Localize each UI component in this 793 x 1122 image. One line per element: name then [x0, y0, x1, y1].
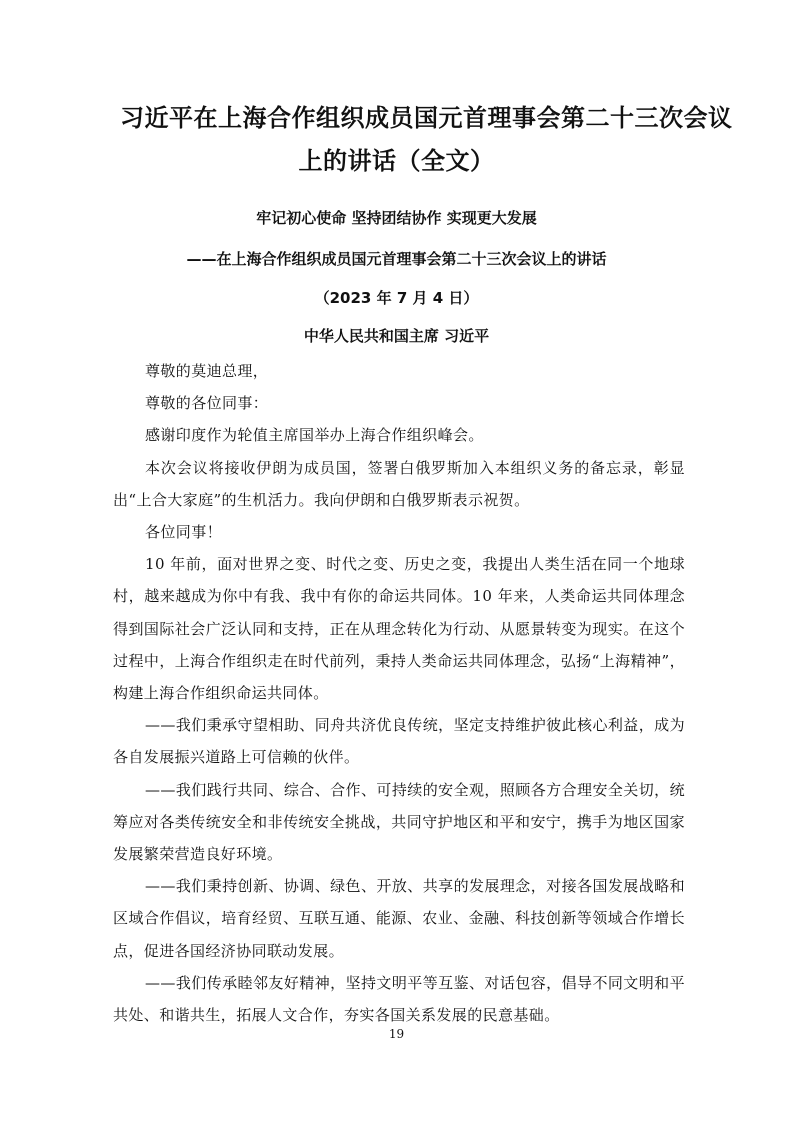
paragraph: 各位同事！ — [145, 523, 223, 542]
speech-date: （2023 年 7 月 4 日） — [314, 289, 479, 307]
paragraph: 感谢印度作为轮值主席国举办上海合作组织峰会。 — [145, 426, 484, 445]
speech-subtitle: 牢记初心使命 坚持团结协作 实现更大发展 — [256, 209, 537, 227]
page-number: 19 — [388, 1027, 405, 1041]
paragraph: ——我们秉承守望相助、同舟共济优良传统，坚定支持维护彼此核心利益，成为各自发展振兴道路上可信赖的伙伴。 — [113, 716, 685, 767]
paragraph: 尊敬的莫迪总理， — [145, 362, 269, 380]
paragraph: 尊敬的各位同事： — [145, 394, 269, 413]
paragraph: 10 年前，面对世界之变、时代之变、历史之变，我提出人类生活在同一个地球村，越来越成为你中有我、我中有你的命运共同体。10 年来，人类命运共同体理念得到国际社会广泛认同和支持，正在从理念转化为行动、从愿景转变为现实。在这个过程中，上海合作组织走在时代前列，秉持人类命运共同体理念，弘扬“上海精神”，构建上海合作组织命运共同体。 — [113, 555, 685, 703]
paragraph: ——我们秉持创新、协调、绿色、开放、共享的发展理念，对接各国发展战略和区域合作倡议，培育经贸、互联互通、能源、农业、金融、科技创新等领域合作增长点，促进各国经济协同联动发展。 — [113, 877, 685, 960]
document-title-line1: 习近平在上海合作组织成员国元首理事会第二十三次会议 — [120, 104, 733, 132]
speech-body — [113, 355, 685, 1031]
paragraph: ——我们传承睦邻友好精神，坚持文明平等互鉴、对话包容，倡导不同文明和平共处、和谐共生，拓展人文合作，夯实各国关系发展的民意基础。 — [113, 973, 685, 1025]
paragraph: ——我们践行共同、综合、合作、可持续的安全观，照顾各方合理安全关切，统筹应对各类传统安全和非传统安全挑战，共同守护地区和平和安宁，携手为地区国家发展繁荣营造良好环境。 — [113, 780, 685, 864]
speech-occasion: ——在上海合作组织成员国元首理事会第二十三次会议上的讲话 — [186, 250, 607, 268]
document-title-line2: 上的讲话（全文） — [298, 147, 495, 175]
paragraph: 本次会议将接收伊朗为成员国，签署白俄罗斯加入本组织义务的备忘录，彰显出“上合大家庭”的生机活力。我向伊朗和白俄罗斯表示祝贺。 — [113, 458, 685, 509]
speaker-line: 中华人民共和国主席 习近平 — [303, 327, 490, 345]
